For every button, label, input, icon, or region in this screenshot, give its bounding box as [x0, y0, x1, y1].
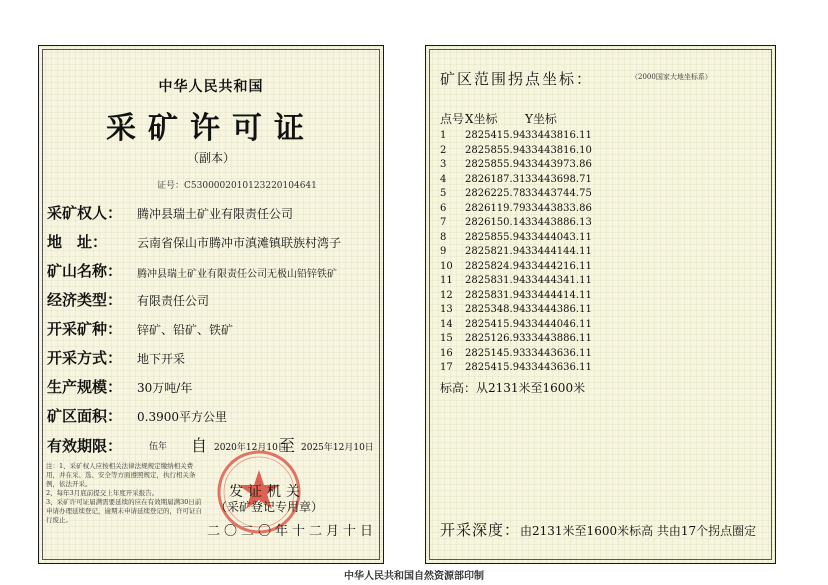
- y-coordinate: 33444386.11: [525, 304, 592, 315]
- x-coordinate: 2825415.94: [465, 362, 526, 373]
- field-value-mine-name: 腾冲县瑞土矿业有限责任公司无极山铅锌铁矿: [137, 269, 337, 280]
- issuing-authority: 发证机关: [229, 484, 305, 500]
- coordinate-row: [440, 232, 640, 245]
- point-number: 2: [440, 144, 447, 156]
- license-front-page: [38, 45, 384, 564]
- field-value-minerals: 锌矿、铅矿、铁矿: [137, 323, 234, 337]
- certificate-number-label: 证号：: [157, 181, 185, 191]
- coordinate-row: [440, 319, 640, 332]
- column-header-point: 点号: [440, 112, 465, 126]
- point-number: 4: [440, 173, 447, 185]
- x-coordinate: 2825348.94: [465, 304, 526, 315]
- field-value-method: 地下开采: [137, 352, 186, 366]
- field-label-economy-type: 经济类型：: [47, 291, 123, 309]
- coordinate-row: [440, 217, 640, 230]
- registration-seal-note: （采矿登记专用章）: [215, 500, 324, 514]
- coordinate-row: [440, 348, 640, 361]
- x-coordinate: 2825855.94: [465, 231, 526, 243]
- column-header-x: X坐标: [465, 112, 498, 126]
- x-coordinate: 2825126.93: [465, 333, 526, 344]
- y-coordinate: 33443886.13: [525, 217, 592, 228]
- field-label-mine-name: 矿山名称：: [47, 262, 123, 280]
- coordinate-row: [440, 333, 640, 346]
- x-coordinate: 2825831.94: [465, 275, 526, 286]
- validity-from-keyword: 自: [191, 436, 208, 455]
- note-item: 注：1、采矿权人应按相关法律法规规定缴纳相关费用，并在采、选、安全等方面遵照规定，执行相关条例，依法开采。: [46, 462, 196, 488]
- coordinate-row: [440, 174, 640, 187]
- field-label-method: 开采方式：: [47, 349, 123, 367]
- point-number: 6: [440, 202, 447, 214]
- field-value-area: 0.3900平方公里: [137, 410, 227, 424]
- validity-term: 伍年: [149, 442, 168, 452]
- coordinate-row: [440, 362, 640, 375]
- y-coordinate: 33444341.11: [525, 275, 592, 286]
- field-label-scale: 生产规模：: [47, 378, 123, 396]
- printer-imprint: 中华人民共和国自然资源部印制: [344, 571, 484, 582]
- coordinate-row: [440, 188, 640, 201]
- document-title: 采矿许可证: [106, 111, 316, 146]
- note-item: 2、每年3月底前提交上年度开采报告。: [46, 489, 159, 497]
- validity-end-date: 2025年12月10日: [301, 443, 374, 453]
- y-coordinate: 33443816.10: [525, 144, 592, 156]
- y-coordinate: 33443636.11: [525, 362, 592, 373]
- x-coordinate: 2826187.31: [465, 173, 526, 185]
- point-number: 17: [440, 362, 453, 373]
- coordinate-row: [440, 275, 640, 288]
- x-coordinate: 2826225.78: [465, 188, 526, 199]
- point-number: 16: [440, 347, 453, 359]
- y-coordinate: 33443886.11: [525, 333, 592, 344]
- coordinate-row: [440, 246, 640, 259]
- field-value-address: 云南省保山市腾冲市滇滩镇联族村湾子: [137, 236, 342, 250]
- field-label-address: 地 址：: [47, 233, 108, 251]
- coordinate-row: [440, 290, 640, 303]
- point-number: 1: [440, 130, 447, 141]
- point-number: 12: [440, 289, 453, 301]
- issue-date: 二〇二〇年十二月十日: [207, 524, 378, 539]
- coordinates-title: 矿区范围拐点坐标：: [440, 70, 594, 88]
- x-coordinate: 2825855.94: [465, 159, 526, 170]
- x-coordinate: 2826119.79: [465, 202, 526, 214]
- coordinate-system-note: （2000国家大地坐标系）: [631, 73, 712, 81]
- x-coordinate: 2825145.93: [465, 347, 526, 359]
- validity-label: 有效期限：: [47, 437, 123, 455]
- point-number: 5: [440, 188, 447, 199]
- x-coordinate: 2826150.14: [465, 217, 526, 228]
- field-value-holder: 腾冲县瑞土矿业有限责任公司: [137, 207, 294, 221]
- y-coordinate: 33443636.11: [525, 347, 592, 359]
- column-header-y: Y坐标: [525, 112, 557, 126]
- field-label-minerals: 开采矿种：: [47, 320, 123, 338]
- coordinate-row: [440, 304, 640, 317]
- coordinate-row: [440, 159, 640, 172]
- x-coordinate: 2825415.94: [465, 130, 526, 141]
- y-coordinate: 33444216.11: [525, 260, 592, 272]
- x-coordinate: 2825821.94: [465, 246, 526, 257]
- coordinate-row: [440, 203, 640, 216]
- coordinate-row: [440, 145, 640, 158]
- x-coordinate: 2825855.94: [465, 144, 526, 156]
- point-number: 13: [440, 304, 453, 315]
- coordinate-row: [440, 261, 640, 274]
- field-label-holder: 采矿权人：: [47, 204, 123, 222]
- point-number: 9: [440, 246, 447, 257]
- elevation-range: 标高：从2131米至1600米: [440, 381, 586, 395]
- issuing-country: 中华人民共和国: [158, 79, 264, 95]
- mining-depth-value: 由2131米至1600米标高 共由17个拐点圈定: [520, 524, 757, 538]
- validity-to-keyword: 至: [279, 436, 296, 455]
- license-coordinate-page: [425, 45, 776, 564]
- field-label-area: 矿区面积：: [47, 407, 123, 425]
- field-value-economy-type: 有限责任公司: [137, 294, 210, 308]
- point-number: 8: [440, 231, 447, 243]
- point-number: 14: [440, 318, 453, 330]
- license-notes: [46, 462, 206, 525]
- mining-depth: [440, 519, 756, 540]
- y-coordinate: 33444414.11: [525, 289, 592, 301]
- certificate-number: [157, 178, 317, 191]
- y-coordinate: 33443698.71: [525, 173, 592, 185]
- y-coordinate: 33443744.75: [525, 188, 592, 199]
- point-number: 3: [440, 159, 447, 170]
- y-coordinate: 33444144.11: [525, 246, 592, 257]
- point-number: 10: [440, 260, 453, 272]
- point-number: 15: [440, 333, 453, 344]
- mining-depth-label: 开采深度：: [440, 521, 521, 539]
- field-value-scale: 30万吨/年: [137, 381, 193, 395]
- y-coordinate: 33444046.11: [525, 318, 592, 330]
- certificate-number-value: C5300002010123220104641: [184, 181, 317, 191]
- validity-start-date: 2020年12月10日: [214, 443, 287, 453]
- y-coordinate: 33443816.11: [525, 130, 592, 141]
- x-coordinate: 2825831.94: [465, 289, 526, 301]
- x-coordinate: 2825824.94: [465, 260, 526, 272]
- point-number: 11: [440, 275, 453, 286]
- x-coordinate: 2825415.94: [465, 318, 526, 330]
- copy-note: （副本）: [186, 151, 235, 165]
- coordinate-row: [440, 130, 640, 143]
- y-coordinate: 33443973.86: [525, 159, 592, 170]
- y-coordinate: 33444043.11: [525, 231, 592, 243]
- point-number: 7: [440, 217, 447, 228]
- note-item: 3、采矿许可证届满需要延续的应在有效期届满30日前申请办理延续登记，逾期未申请延续登记的，许可证自行废止。: [46, 498, 202, 524]
- y-coordinate: 33443833.86: [525, 202, 592, 214]
